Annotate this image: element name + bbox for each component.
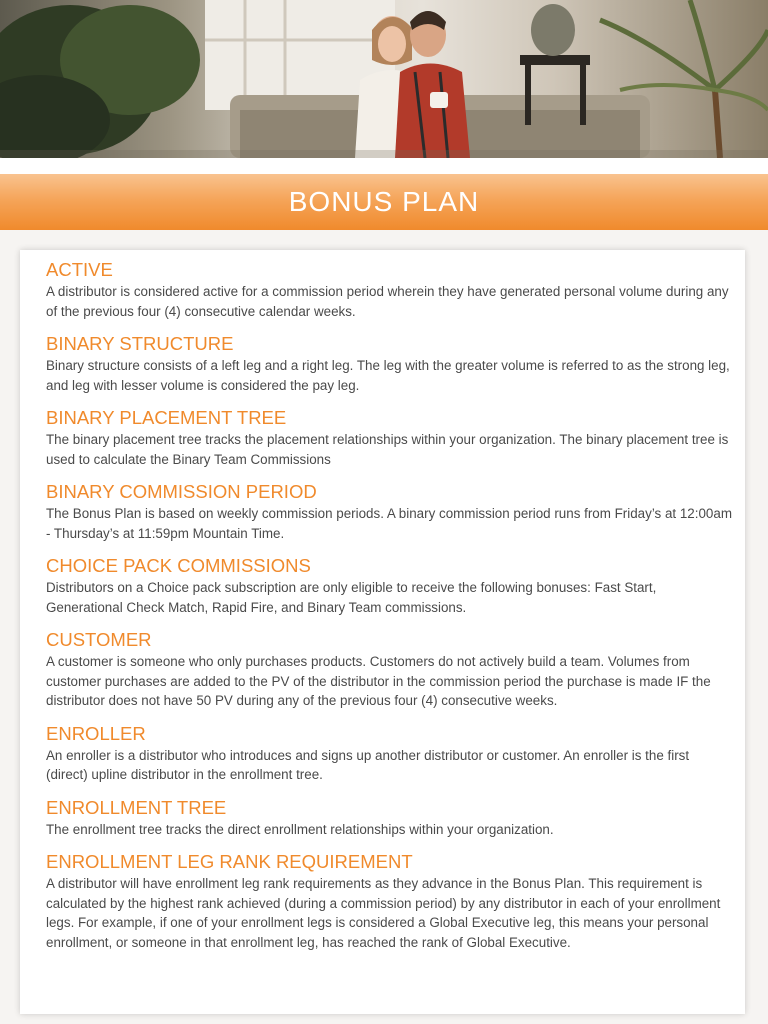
term-enrollment-tree — [46, 797, 733, 840]
term-title: ENROLLER — [46, 722, 146, 744]
term-title: BINARY STRUCTURE — [46, 333, 234, 354]
term-description: A distributor is considered active for a commission period wherein they have generated personal volume during any of the previous four (4) consecutive calendar weeks. — [46, 284, 729, 319]
title-banner — [0, 174, 768, 230]
term-enrollment-leg-rank-requirement — [46, 851, 733, 952]
term-description: The enrollment tree tracks the direct enrollment relationships within your organization. — [46, 821, 554, 837]
term-binary-commission-period — [46, 481, 733, 543]
term-binary-placement-tree — [46, 407, 733, 469]
definitions-card — [20, 250, 745, 1014]
hero-photo — [0, 0, 768, 158]
term-title: CHOICE PACK COMMISSIONS — [46, 555, 311, 576]
term-title: ACTIVE — [46, 259, 113, 280]
term-description: The binary placement tree tracks the placement relationships within your organization. The binary placement tree is used to calculate the Binary Team Commissions — [46, 432, 729, 467]
term-title: CUSTOMER — [46, 629, 152, 650]
term-title: BINARY COMMISSION PERIOD — [46, 481, 317, 502]
term-description: The Bonus Plan is based on weekly commission periods. A binary commission period runs from Friday’s at 12:00am - Thursday’s at 11:59pm Mountain Time. — [46, 506, 732, 541]
term-description: Binary structure consists of a left leg and a right leg. The leg with the greater volume is referred to as the strong leg, and leg with lesser volume is considered the pay leg. — [46, 358, 730, 393]
term-description: A customer is someone who only purchases products. Customers do not actively build a team. Volumes from customer purchases are added to the PV of the distributor in the commission period the purchase is made IF the distributor does not have 50 PV during any of the previous four (4) consecutive weeks. — [46, 654, 711, 708]
hero-photo-illustration — [0, 0, 768, 158]
term-binary-structure — [46, 333, 733, 395]
term-active — [46, 259, 733, 321]
term-title: ENROLLMENT TREE — [46, 796, 227, 818]
term-choice-pack-commissions — [46, 555, 733, 617]
page-title: BONUS PLAN — [288, 186, 480, 217]
term-title: BINARY PLACEMENT TREE — [46, 407, 287, 428]
term-title: ENROLLMENT LEG RANK REQUIREMENT — [46, 851, 413, 872]
term-enroller — [46, 723, 733, 785]
hero-divider — [0, 158, 768, 174]
term-description: A distributor will have enrollment leg rank requirements as they advance in the Bonus Plan. This requirement is calculated by the highest rank achieved (during a commission period) by any distributor in each of your enrollment legs. For example, if one of your enrollment legs is considered a Global Executive leg, this means your personal enrollment, or someone in that enrollment leg, has reached the rank of Global Executive. — [46, 876, 721, 950]
term-description: Distributors on a Choice pack subscription are only eligible to receive the following bonuses: Fast Start, Generational Check Match, Rapid Fire, and Binary Team commissions. — [46, 580, 657, 615]
term-customer — [46, 629, 733, 711]
term-description: An enroller is a distributor who introduces and signs up another distributor or customer. An enroller is the first (direct) upline distributor in the enrollment tree. — [46, 747, 690, 782]
